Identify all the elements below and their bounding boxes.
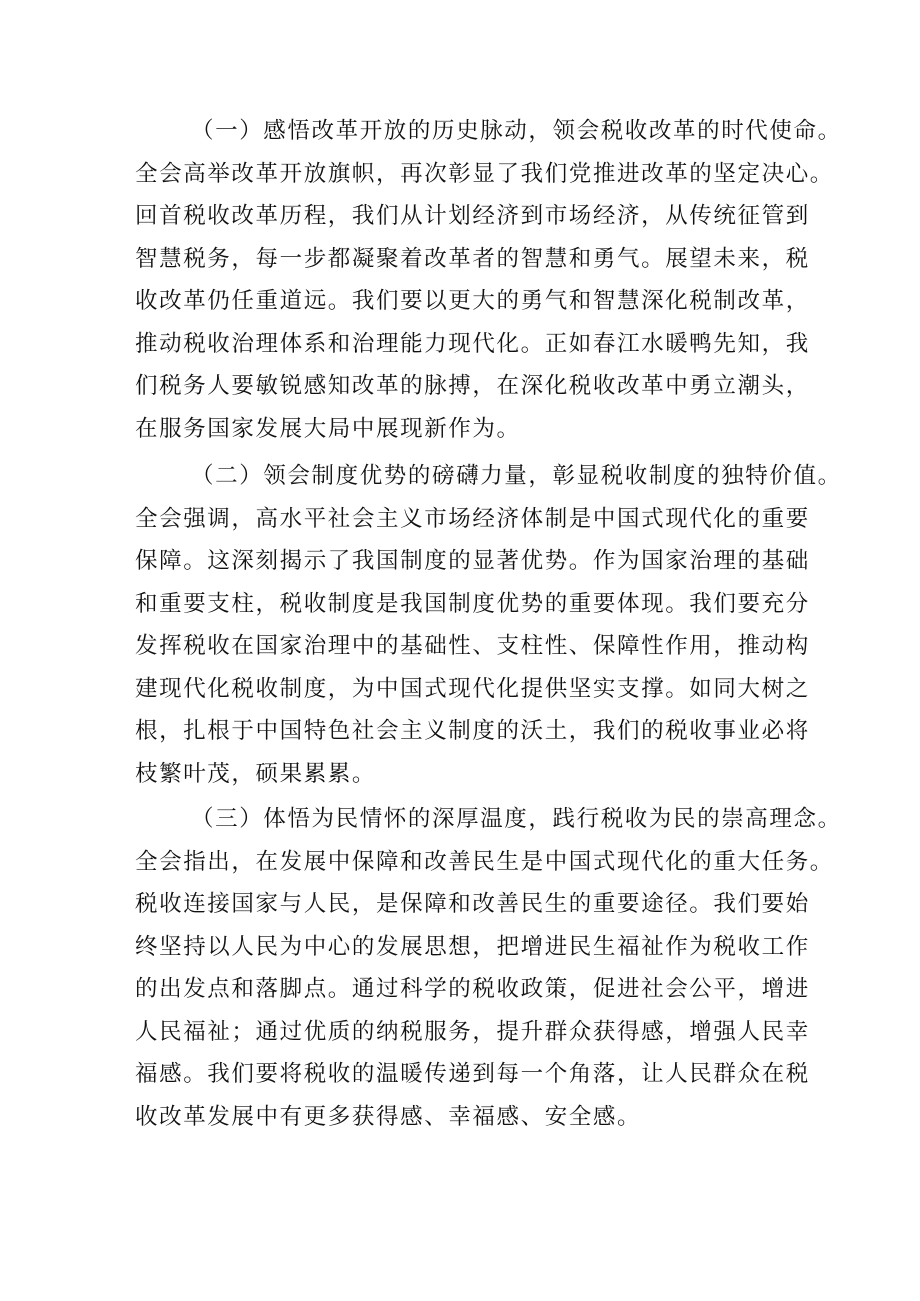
paragraph-2-line-1: （二）领会制度优势的磅礴力量，彰显税收制度的独特价值。	[191, 463, 842, 489]
paragraph-2-line-8: 枝繁叶茂，硕果累累。	[135, 760, 377, 787]
paragraph-3-line-1: （三）体悟为民情怀的深厚温度，践行税收为民的崇高理念。	[191, 806, 842, 832]
paragraph-1-line-8: 在服务国家发展大局中展现新作为。	[135, 415, 521, 442]
paragraph-1-line-4: 智慧税务，每一步都凝聚着改革者的智慧和勇气。展望未来，税	[135, 245, 810, 272]
paragraph-3-line-4: 终坚持以人民为中心的发展思想，把增进民生福祉作为税收工作	[135, 933, 810, 960]
paragraph-1-line-3: 回首税收改革历程，我们从计划经济到市场经济，从传统征管到	[135, 203, 810, 229]
paragraph-1-line-1: （一）感悟改革开放的历史脉动，领会税收改革的时代使命。	[191, 118, 842, 144]
paragraph-3-line-5: 的出发点和落脚点。通过科学的税收政策，促进社会公平，增进	[135, 976, 810, 1002]
paragraph-3-line-3: 税收连接国家与人民，是保障和改善民生的重要途径。我们要始	[135, 891, 810, 917]
paragraph-3-line-8: 收改革发展中有更多获得感、幸福感、安全感。	[135, 1103, 642, 1130]
paragraph-1	[135, 110, 842, 450]
paragraph-1-line-2: 全会高举改革开放旗帜，再次彰显了我们党推进改革的坚定决心。	[135, 160, 834, 187]
paragraph-2	[135, 455, 842, 795]
paragraph-2-line-4: 和重要支柱，税收制度是我国制度优势的重要体现。我们要充分	[135, 590, 810, 617]
paragraph-2-line-6: 建现代化税收制度，为中国式现代化提供坚实支撑。如同大树之	[135, 675, 810, 702]
paragraph-3-line-6: 人民福祉；通过优质的纳税服务，提升群众获得感，增强人民幸	[135, 1018, 810, 1045]
paragraph-2-line-7: 根，扎根于中国特色社会主义制度的沃土，我们的税收事业必将	[135, 718, 810, 744]
paragraph-1-line-7: 们税务人要敏锐感知改革的脉搏，在深化税收改革中勇立潮头，	[135, 373, 810, 399]
paragraph-2-line-3: 保障。这深刻揭示了我国制度的显著优势。作为国家治理的基础	[135, 548, 810, 574]
paragraph-3-line-2: 全会指出，在发展中保障和改善民生是中国式现代化的重大任务。	[135, 848, 834, 875]
paragraph-2-line-5: 发挥税收在国家治理中的基础性、支柱性、保障性作用，推动构	[135, 633, 810, 659]
paragraph-3	[135, 798, 842, 1138]
paragraph-1-line-5: 收改革仍任重道远。我们要以更大的勇气和智慧深化税制改革，	[135, 288, 810, 314]
paragraph-3-line-7: 福感。我们要将税收的温暖传递到每一个角落，让人民群众在税	[135, 1061, 810, 1087]
paragraph-2-line-2: 全会强调，高水平社会主义市场经济体制是中国式现代化的重要	[135, 505, 810, 532]
paragraph-1-line-6: 推动税收治理体系和治理能力现代化。正如春江水暖鸭先知，我	[135, 330, 810, 357]
